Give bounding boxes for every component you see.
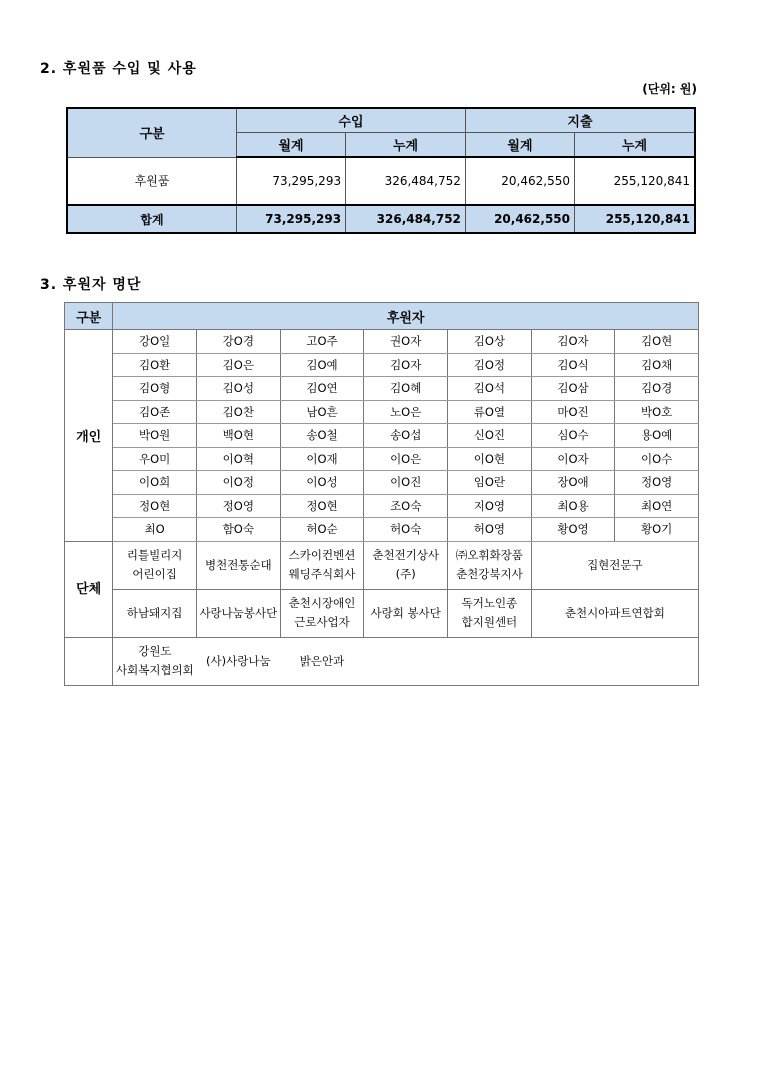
donor-name: 장O애 — [531, 471, 615, 495]
group-donor-line: 합지원센터 — [461, 615, 518, 629]
group-donor-line: 독거노인종 — [461, 596, 518, 610]
donor-name: 김O성 — [196, 377, 280, 401]
group-donor-line: 근로사업자 — [294, 615, 350, 629]
donor-name: 권O자 — [364, 330, 448, 354]
group-donor-line: 춘천강북지사 — [456, 567, 523, 581]
other-group-label — [65, 637, 113, 685]
donor-name: 최O — [113, 518, 197, 542]
group-row — [65, 541, 699, 589]
donor-list-table — [64, 302, 699, 686]
group-donor-line: 병천전통순대 — [204, 557, 272, 572]
other-group-donor-name — [448, 637, 532, 685]
expense-monthly-value: 20,462,550 — [465, 157, 574, 205]
donor-name: 이O현 — [448, 447, 532, 471]
group-donor-name — [448, 541, 532, 589]
group-donor-line: 리틀빌리지 — [126, 548, 183, 562]
header-category: 구분 — [67, 108, 237, 157]
header-category: 구분 — [65, 303, 113, 330]
donor-name: 김O환 — [113, 353, 197, 377]
donor-name: 이O재 — [280, 447, 364, 471]
expense-cumulative-value: 255,120,841 — [575, 157, 696, 205]
donor-name: 남O흔 — [280, 400, 364, 424]
group-donor-name — [196, 589, 280, 637]
group-donor-line: 집현전문구 — [587, 557, 643, 572]
group-donor-line: 사랑회 봉사단 — [370, 605, 441, 620]
donor-name: 김O삼 — [531, 377, 615, 401]
total-income-cumulative: 326,484,752 — [346, 205, 466, 233]
donor-name: 지O영 — [448, 494, 532, 518]
individual-row — [65, 353, 699, 377]
group-donor-line: 춘천시장애인 — [288, 596, 356, 610]
donor-name: 조O숙 — [364, 494, 448, 518]
donor-name: 김O존 — [113, 400, 197, 424]
group-donor-line: 춘천시아파트연합회 — [564, 605, 665, 620]
group-donor-name — [113, 589, 197, 637]
header-expense: 지출 — [465, 108, 695, 133]
donor-name: 최O용 — [531, 494, 615, 518]
group-donor-name — [448, 589, 532, 637]
row-label: 후원품 — [67, 157, 237, 205]
donor-name: 황O영 — [531, 518, 615, 542]
donor-name: 송O섭 — [364, 424, 448, 448]
group-donor-name — [364, 589, 448, 637]
donor-name: 이O은 — [364, 447, 448, 471]
donor-name: 고O주 — [280, 330, 364, 354]
other-group-donor-name — [364, 637, 448, 685]
other-group-donor-line: (사)사랑나눔 — [206, 653, 271, 668]
group-donor-name — [113, 541, 197, 589]
donor-name: 김O예 — [280, 353, 364, 377]
individual-row — [65, 330, 699, 354]
donor-name: 이O자 — [531, 447, 615, 471]
donor-name: 백O현 — [196, 424, 280, 448]
other-group-donor-line: 사회복지협의회 — [116, 663, 194, 677]
donor-name: 허O순 — [280, 518, 364, 542]
income-cumulative-value: 326,484,752 — [346, 157, 466, 205]
individual-row — [65, 518, 699, 542]
group-donor-line: 하남돼지집 — [126, 605, 183, 620]
donor-name: 정O현 — [113, 494, 197, 518]
income-monthly-value: 73,295,293 — [237, 157, 346, 205]
donor-name: 김O정 — [448, 353, 532, 377]
donor-name: 신O진 — [448, 424, 532, 448]
donor-name: 박O호 — [615, 400, 699, 424]
other-group-donor-name — [113, 637, 197, 685]
individual-row — [65, 447, 699, 471]
group-donor-name — [280, 589, 364, 637]
header-income-cumulative: 누계 — [346, 133, 466, 158]
group-donor-line: 춘천전기상사(주) — [372, 548, 440, 581]
donor-name: 강O일 — [113, 330, 197, 354]
unit-label: (단위: 원) — [642, 82, 697, 96]
header-donors: 후원자 — [113, 303, 699, 330]
total-row — [67, 205, 695, 233]
group-donor-line: 웨딩주식회사 — [288, 567, 356, 581]
individual-row — [65, 377, 699, 401]
total-expense-monthly: 20,462,550 — [465, 205, 574, 233]
header-income-monthly: 월계 — [237, 133, 346, 158]
donor-name: 강O경 — [196, 330, 280, 354]
group-donor-name — [364, 541, 448, 589]
other-group-donor-name — [615, 637, 699, 685]
header-expense-monthly: 월계 — [465, 133, 574, 158]
donor-name: 김O자 — [531, 330, 615, 354]
donor-name: 최O연 — [615, 494, 699, 518]
group-donor-line: 어린이집 — [132, 567, 177, 581]
donor-name: 김O채 — [615, 353, 699, 377]
group-donor-name — [531, 541, 698, 589]
donor-name: 이O혁 — [196, 447, 280, 471]
donor-name: 정O영 — [615, 471, 699, 495]
section3-title: 3. 후원자 명단 — [40, 277, 142, 293]
donor-name: 이O정 — [196, 471, 280, 495]
donor-name: 용O예 — [615, 424, 699, 448]
donor-name: 이O성 — [280, 471, 364, 495]
table-row — [67, 157, 695, 205]
donor-name: 박O원 — [113, 424, 197, 448]
group-row — [65, 589, 699, 637]
group-donor-name — [280, 541, 364, 589]
donor-name: 김O연 — [280, 377, 364, 401]
donor-name: 김O혜 — [364, 377, 448, 401]
header-income: 수입 — [237, 108, 466, 133]
donor-name: 김O자 — [364, 353, 448, 377]
donor-name: 황O기 — [615, 518, 699, 542]
donor-name: 허O숙 — [364, 518, 448, 542]
individual-row — [65, 400, 699, 424]
donor-name: 김O상 — [448, 330, 532, 354]
donor-name: 김O경 — [615, 377, 699, 401]
donor-name: 송O철 — [280, 424, 364, 448]
donor-name: 마O진 — [531, 400, 615, 424]
donor-name: 김O식 — [531, 353, 615, 377]
total-income-monthly: 73,295,293 — [237, 205, 346, 233]
donor-name: 이O희 — [113, 471, 197, 495]
donor-name: 류O열 — [448, 400, 532, 424]
donor-name: 함O숙 — [196, 518, 280, 542]
donor-name: 우O미 — [113, 447, 197, 471]
individual-row — [65, 471, 699, 495]
donor-name: 이O수 — [615, 447, 699, 471]
donor-name: 심O수 — [531, 424, 615, 448]
donor-name: 임O란 — [448, 471, 532, 495]
group-donor-line: 사랑나눔봉사단 — [199, 605, 278, 620]
other-group-donor-line: 강원도 — [138, 644, 172, 658]
donor-name: 정O현 — [280, 494, 364, 518]
other-group-donor-name — [531, 637, 615, 685]
group-donor-name — [196, 541, 280, 589]
header-expense-cumulative: 누계 — [575, 133, 696, 158]
donor-name: 김O형 — [113, 377, 197, 401]
donation-summary-table — [66, 107, 696, 234]
other-group-donor-line: 밝은안과 — [299, 653, 345, 668]
donor-name: 김O현 — [615, 330, 699, 354]
group-donor-name — [531, 589, 698, 637]
section2-title: 2. 후원품 수입 및 사용 — [40, 61, 197, 77]
group-label: 단체 — [65, 541, 113, 637]
donor-name: 정O영 — [196, 494, 280, 518]
other-group-donor-name — [196, 637, 280, 685]
total-label: 합계 — [67, 205, 237, 233]
donor-name: 김O은 — [196, 353, 280, 377]
individual-row — [65, 424, 699, 448]
group-donor-line: 스카이컨벤션 — [288, 548, 356, 562]
donor-name: 이O진 — [364, 471, 448, 495]
donor-name: 김O석 — [448, 377, 532, 401]
other-group-donor-name — [280, 637, 364, 685]
individual-row — [65, 494, 699, 518]
donor-name: 허O영 — [448, 518, 532, 542]
donor-name: 김O찬 — [196, 400, 280, 424]
other-group-row — [65, 637, 699, 685]
individual-label: 개인 — [65, 330, 113, 542]
donor-name: 노O은 — [364, 400, 448, 424]
total-expense-cumulative: 255,120,841 — [575, 205, 696, 233]
group-donor-line: ㈜오휘화장품 — [455, 548, 523, 562]
